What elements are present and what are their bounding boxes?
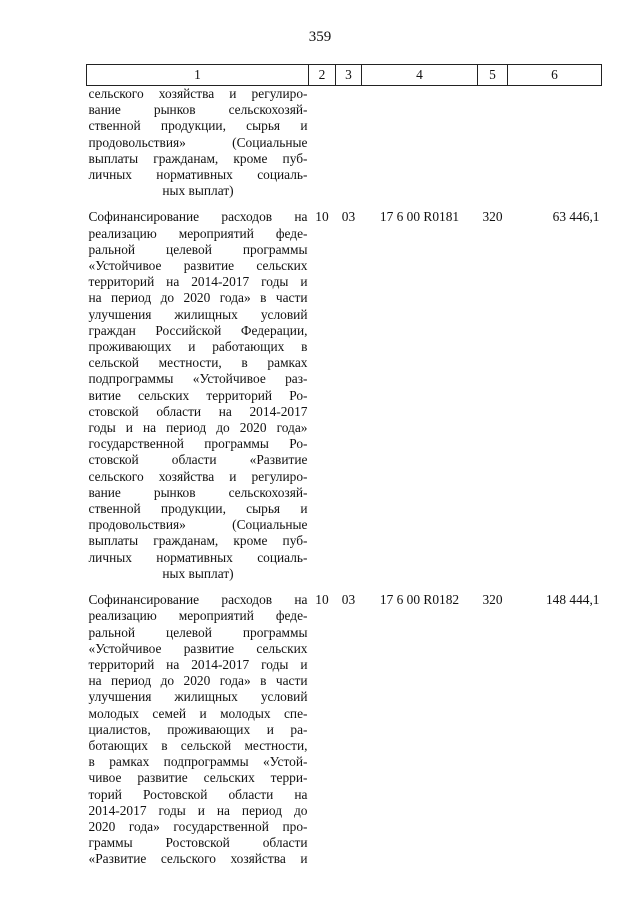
description-line: государственной программы Ро-	[88, 436, 308, 452]
description-line: циалистов, проживающих и ра-	[88, 721, 308, 737]
description-line: проживающих и работающих в	[88, 339, 308, 355]
description-line: ных выплат)	[162, 565, 234, 581]
description-line: улучшения жилищных условий	[88, 306, 308, 322]
description-line: молодых семей и молодых спе-	[88, 705, 308, 721]
table-header	[87, 65, 602, 86]
description-line: годы и на период до 2020 года»	[88, 420, 308, 436]
table-body	[87, 86, 602, 868]
description-line: чивое развитие сельских терри-	[88, 770, 308, 786]
description-line: граммы Ростовской области	[88, 835, 308, 851]
description-line: 2020 года» государственной про-	[88, 818, 308, 834]
description-line: личных нормативных социаль-	[88, 167, 308, 183]
description-line: территорий на 2014-2017 годы и	[88, 656, 308, 672]
column-header-3: 3	[336, 65, 362, 86]
description-line: вание рынков сельскохозяй-	[88, 484, 308, 500]
description-line: ральной целевой программы	[88, 241, 308, 257]
description-line: реализацию мероприятий феде-	[88, 608, 308, 624]
description-line: витие сельских территорий Ро-	[88, 387, 308, 403]
column-header-5: 5	[478, 65, 508, 86]
column-header-6: 6	[508, 65, 602, 86]
description-line: выплаты гражданам, кроме пуб-	[88, 150, 308, 166]
description-line: ственной продукции, сырья и	[88, 118, 308, 134]
column-header-1: 1	[87, 65, 309, 86]
description-line: торий Ростовской области на	[88, 786, 308, 802]
subsection-cell: 03	[341, 592, 356, 608]
description-line: продовольствия» (Социальные	[88, 517, 308, 533]
budget-table	[86, 64, 602, 868]
description-line: личных нормативных социаль-	[88, 549, 308, 565]
description-line: территорий на 2014-2017 годы и	[88, 274, 308, 290]
row-spacer-cell	[87, 582, 602, 592]
expense-type-cell: 320	[482, 209, 503, 225]
description-line: вание рынков сельскохозяй-	[88, 102, 308, 118]
subsection-cell	[336, 86, 362, 200]
column-header-4: 4	[362, 65, 478, 86]
description-line: «Устойчивое развитие сельских	[88, 258, 308, 274]
description-line: сельского хозяйства и регулиро-	[88, 468, 308, 484]
amount-cell: 63 446,1	[552, 209, 600, 225]
expense-type-cell: 320	[482, 592, 503, 608]
page-number: 359	[308, 29, 332, 45]
description-line: выплаты гражданам, кроме пуб-	[88, 533, 308, 549]
description-line: подпрограммы «Устойчивое раз-	[88, 371, 308, 387]
row-spacer	[87, 199, 602, 209]
section-cell: 10	[315, 209, 329, 225]
table-row	[87, 592, 602, 867]
section-cell	[309, 86, 336, 200]
description-line: Софинансирование расходов на	[88, 209, 308, 225]
description-line: ственной продукции, сырья и	[88, 501, 308, 517]
description-line: «Устойчивое развитие сельских	[88, 640, 308, 656]
subsection-cell: 03	[341, 209, 356, 225]
target-code-cell	[362, 86, 478, 200]
column-header-2: 2	[309, 65, 336, 86]
description-cell	[87, 592, 309, 867]
description-cell	[87, 209, 309, 582]
description-line: ральной целевой программы	[88, 624, 308, 640]
row-spacer-cell	[87, 199, 602, 209]
description-line: стовской области на 2014-2017	[88, 403, 308, 419]
target-code-cell: 17 6 00 R0182	[379, 592, 460, 608]
description-line: ных выплат)	[162, 183, 234, 199]
description-cell	[87, 86, 309, 200]
description-line: на период до 2020 года» в части	[88, 673, 308, 689]
description-line: «Развитие сельского хозяйства и	[88, 851, 308, 867]
description-line: в рамках подпрограммы «Устой-	[88, 754, 308, 770]
amount-cell	[508, 86, 602, 200]
amount-cell: 148 444,1	[545, 592, 600, 608]
description-line: реализацию мероприятий феде-	[88, 225, 308, 241]
row-spacer	[87, 582, 602, 592]
table-row	[87, 209, 602, 582]
description-line: сельской местности, в рамках	[88, 355, 308, 371]
target-code-cell: 17 6 00 R0181	[379, 209, 460, 225]
description-line: стовской области «Развитие	[88, 452, 308, 468]
description-line: ботающих в сельской местности,	[88, 737, 308, 753]
description-line: граждан Российской Федерации,	[88, 322, 308, 338]
description-line: Софинансирование расходов на	[88, 592, 308, 608]
description-line: продовольствия» (Социальные	[88, 134, 308, 150]
description-line: 2014-2017 годы и на период до	[88, 802, 308, 818]
description-line: улучшения жилищных условий	[88, 689, 308, 705]
expense-type-cell	[478, 86, 508, 200]
table-row	[87, 86, 602, 200]
section-cell: 10	[315, 592, 329, 608]
description-line: сельского хозяйства и регулиро-	[88, 86, 308, 101]
description-line: на период до 2020 года» в части	[88, 290, 308, 306]
